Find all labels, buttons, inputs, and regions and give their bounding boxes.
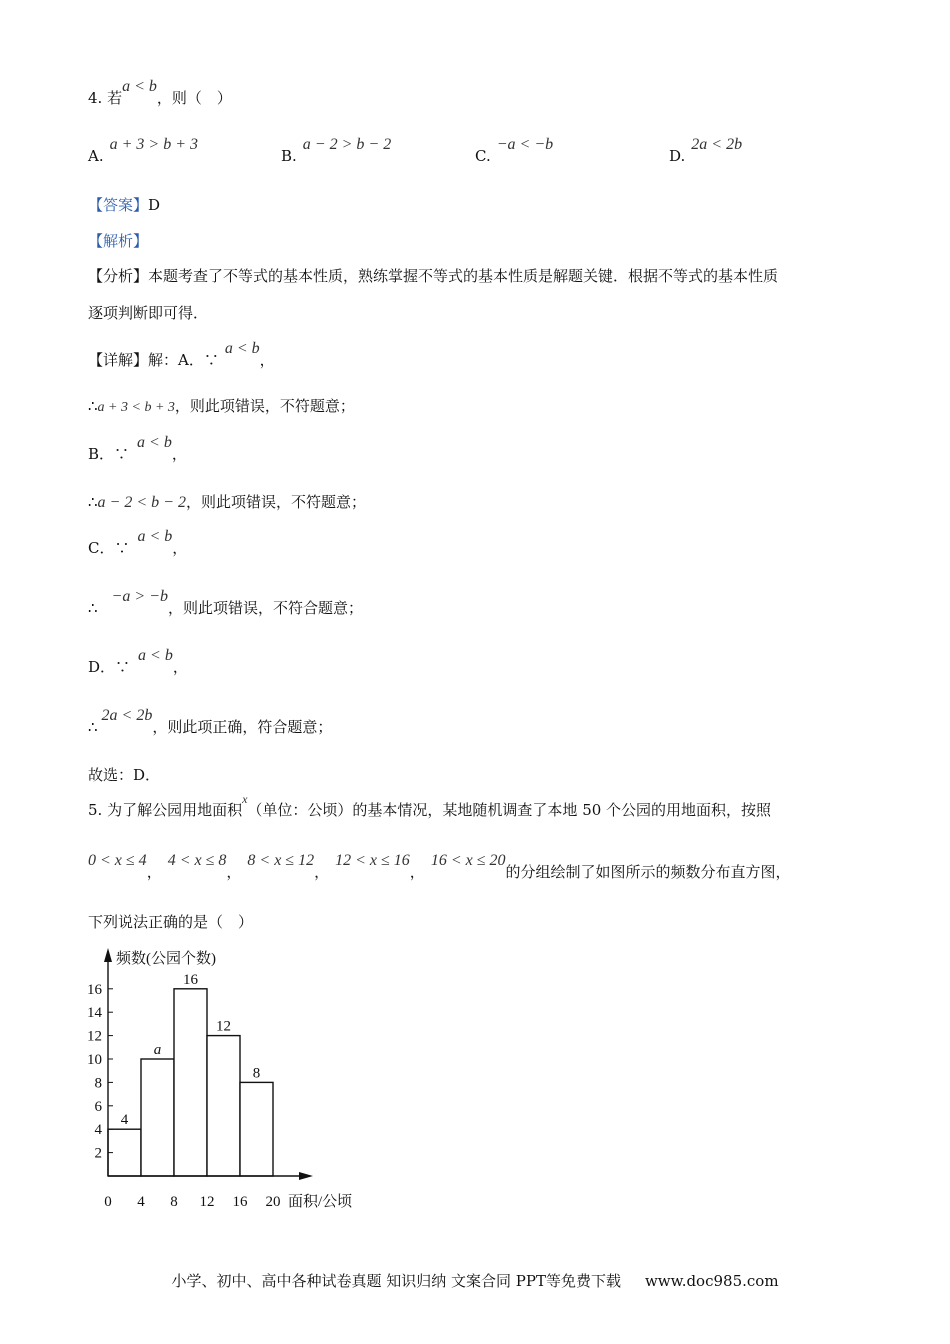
because-symbol: ∵	[115, 658, 131, 676]
comma: ，	[172, 658, 188, 676]
bar-label: 16	[183, 971, 198, 988]
detail-a-step	[88, 396, 355, 418]
math-step: a + 3 < b + 3	[97, 400, 175, 415]
step-text: ，则此项错误，不符合题意；	[167, 599, 363, 617]
detail-prefix: 【详解】解：A．∵	[88, 351, 219, 369]
interval: 16 < x ≤ 20	[430, 852, 506, 869]
therefore-symbol: ∴	[88, 397, 98, 415]
detail-d-cond	[88, 647, 188, 678]
conclusion: 故选：D．	[88, 766, 161, 784]
option-letter: D.	[669, 147, 686, 165]
therefore-symbol: ∴	[88, 599, 98, 617]
x-tick-label: 8	[170, 1194, 178, 1210]
bar-label: a	[153, 1042, 162, 1058]
math-cond: a < b	[137, 434, 172, 451]
q4-number: 4. 若	[88, 89, 123, 107]
label: C．	[88, 539, 115, 557]
y-tick-label: 12	[87, 1028, 102, 1045]
comma: ，	[259, 351, 275, 369]
answer-value: D	[148, 196, 161, 214]
option-letter: A.	[88, 147, 104, 165]
option-letter: C.	[475, 147, 491, 165]
y-tick-label: 10	[87, 1052, 102, 1068]
option-letter: B.	[281, 147, 297, 165]
q5-line-2	[88, 852, 791, 883]
sep: ，	[314, 863, 330, 881]
because-symbol: ∵	[114, 539, 130, 557]
math-cond: a < b	[138, 647, 173, 664]
option-expr: 2a < 2b	[691, 136, 743, 153]
comma: ，	[172, 539, 188, 557]
detail-b-cond	[88, 434, 187, 465]
option-expr: a − 2 > b − 2	[302, 136, 392, 153]
x-tick-label: 16	[232, 1194, 248, 1210]
label: B．	[88, 445, 115, 463]
comma: ，	[171, 445, 187, 463]
y-tick-label: 14	[87, 1005, 102, 1022]
histogram-bar	[240, 1082, 273, 1176]
x-axis-label: 面积/公顷	[288, 1194, 353, 1210]
histogram-bar	[141, 1059, 174, 1176]
interval: 4 < x ≤ 8	[167, 852, 227, 869]
y-axis-arrow	[104, 948, 112, 962]
therefore-symbol: ∴	[88, 718, 98, 736]
analysis-line-2: 逐项判断即可得．	[88, 304, 209, 322]
sep: ，	[409, 863, 425, 881]
step-text: ，则此项错误，不符题意；	[185, 493, 366, 511]
analysis-line-1: 【分析】本题考查了不等式的基本性质，熟练掌握不等式的基本性质是解题关键．根据不等式的基本性质	[88, 267, 779, 285]
answer-tag: 【答案】	[88, 196, 149, 214]
histogram-bar	[174, 989, 207, 1176]
q4-option-c	[475, 136, 554, 167]
page-footer	[0, 1270, 950, 1291]
step-text: ，则此项错误，不符题意；	[174, 397, 355, 415]
detail-d-step	[88, 707, 333, 738]
detail-a-cond	[88, 340, 275, 371]
detail-c-step	[88, 588, 363, 619]
bar-label: 12	[216, 1018, 231, 1035]
interval: 8 < x ≤ 12	[247, 852, 315, 869]
y-axis-label: 频数(公园个数)	[116, 951, 216, 967]
math-step: −a > −b	[111, 588, 168, 605]
step-text: ，则此项正确，符合题意；	[152, 718, 333, 736]
q5-text: 的分组绘制了如图所示的频数分布直方图，	[505, 863, 791, 881]
histogram-chart	[80, 940, 380, 1220]
math-cond: a < b	[137, 528, 173, 545]
x-axis-arrow	[299, 1172, 313, 1180]
label: D．	[88, 658, 116, 676]
interval: 0 < x ≤ 4	[88, 852, 147, 869]
math-step: 2a < 2b	[101, 707, 153, 724]
histogram-bar	[207, 1036, 240, 1176]
q4-option-a	[88, 136, 198, 167]
bar-label: 8	[252, 1065, 261, 1082]
q4-condition: a < b	[122, 78, 157, 95]
y-tick-label: 2	[94, 1145, 102, 1162]
y-tick-label: 4	[94, 1122, 102, 1139]
q4-answer	[88, 195, 160, 215]
x-tick-label: 12	[199, 1194, 215, 1210]
therefore-symbol: ∴	[88, 493, 98, 511]
q4-suffix: ，则（ ）	[156, 89, 232, 107]
q4-option-b	[281, 136, 392, 167]
math-step: a − 2 < b − 2	[97, 494, 186, 511]
q4-stem	[88, 78, 232, 109]
bar-label: 4	[120, 1112, 129, 1129]
footer-text: 小学、初中、高中各种试卷真题 知识归纳 文案合同 PPT等免费下载	[171, 1272, 621, 1290]
y-tick-label: 6	[94, 1098, 102, 1115]
option-expr: −a < −b	[496, 136, 554, 153]
x-tick-label: 4	[137, 1194, 145, 1210]
math-cond: a < b	[224, 340, 260, 357]
x-tick-label: 0	[104, 1194, 112, 1210]
because-symbol: ∵	[114, 445, 130, 463]
footer-url: www.doc985.com	[644, 1272, 779, 1290]
sep: ，	[146, 863, 162, 881]
analysis-tag: 【解析】	[88, 232, 149, 250]
x-tick-label: 20	[265, 1194, 281, 1210]
interval: 12 < x ≤ 16	[335, 852, 410, 869]
sep: ，	[226, 863, 242, 881]
math-var: x	[242, 792, 248, 806]
q5-text: （单位：公顷）的基本情况，某地随机调查了本地 50 个公园的用地面积，按照	[247, 801, 772, 819]
q4-option-d	[669, 136, 743, 167]
q5-line-1	[88, 792, 772, 821]
q5-line-3: 下列说法正确的是（ ）	[88, 913, 254, 931]
y-tick-label: 16	[87, 981, 102, 998]
detail-b-step	[88, 492, 366, 513]
q5-text: 5. 为了解公园用地面积	[88, 801, 243, 819]
detail-c-cond	[88, 528, 188, 559]
option-expr: a + 3 > b + 3	[109, 136, 198, 153]
y-tick-label: 8	[94, 1075, 102, 1092]
